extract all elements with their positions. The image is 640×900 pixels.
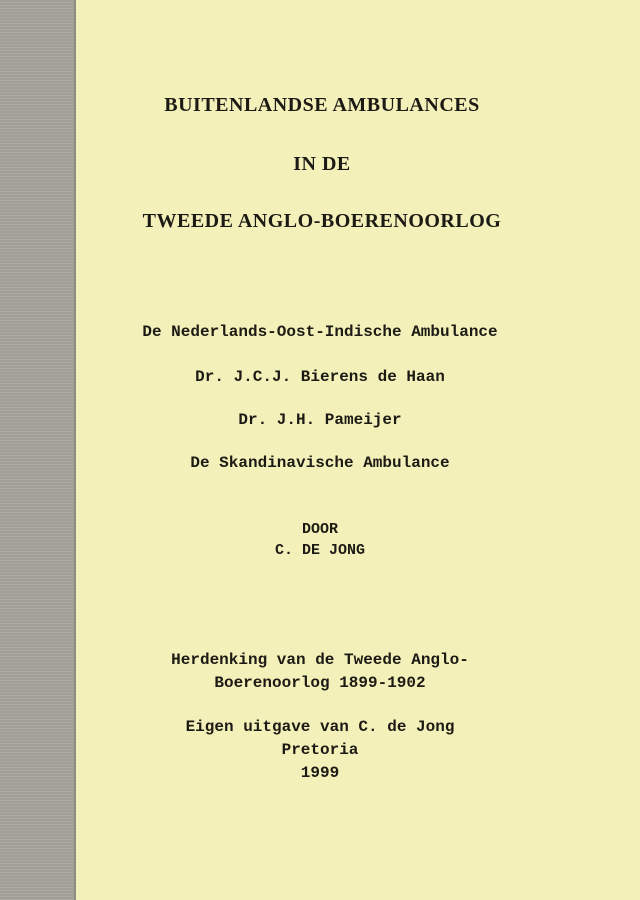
title-line-3: TWEEDE ANGLO-BOERENOORLOG (142, 210, 502, 232)
subject-4: De Skandinavische Ambulance (190, 454, 450, 472)
publisher-city: Pretoria (281, 741, 359, 759)
commemoration-line-1: Herdenking van de Tweede Anglo- (171, 651, 469, 669)
subject-2: Dr. J.C.J. Bierens de Haan (195, 368, 445, 386)
commemoration-line-2: Boerenoorlog 1899-1902 (214, 674, 426, 692)
subject-1: De Nederlands-Oost-Indische Ambulance (142, 323, 498, 341)
title-line-2: IN DE (293, 153, 351, 175)
subject-3: Dr. J.H. Pameijer (238, 411, 402, 429)
publisher-year: 1999 (300, 764, 340, 782)
title-line-1: BUITENLANDSE AMBULANCES (164, 94, 480, 116)
author-by: DOOR (301, 521, 338, 538)
author-name: C. DE JONG (274, 542, 365, 559)
publisher-line-1: Eigen uitgave van C. de Jong (185, 718, 455, 736)
